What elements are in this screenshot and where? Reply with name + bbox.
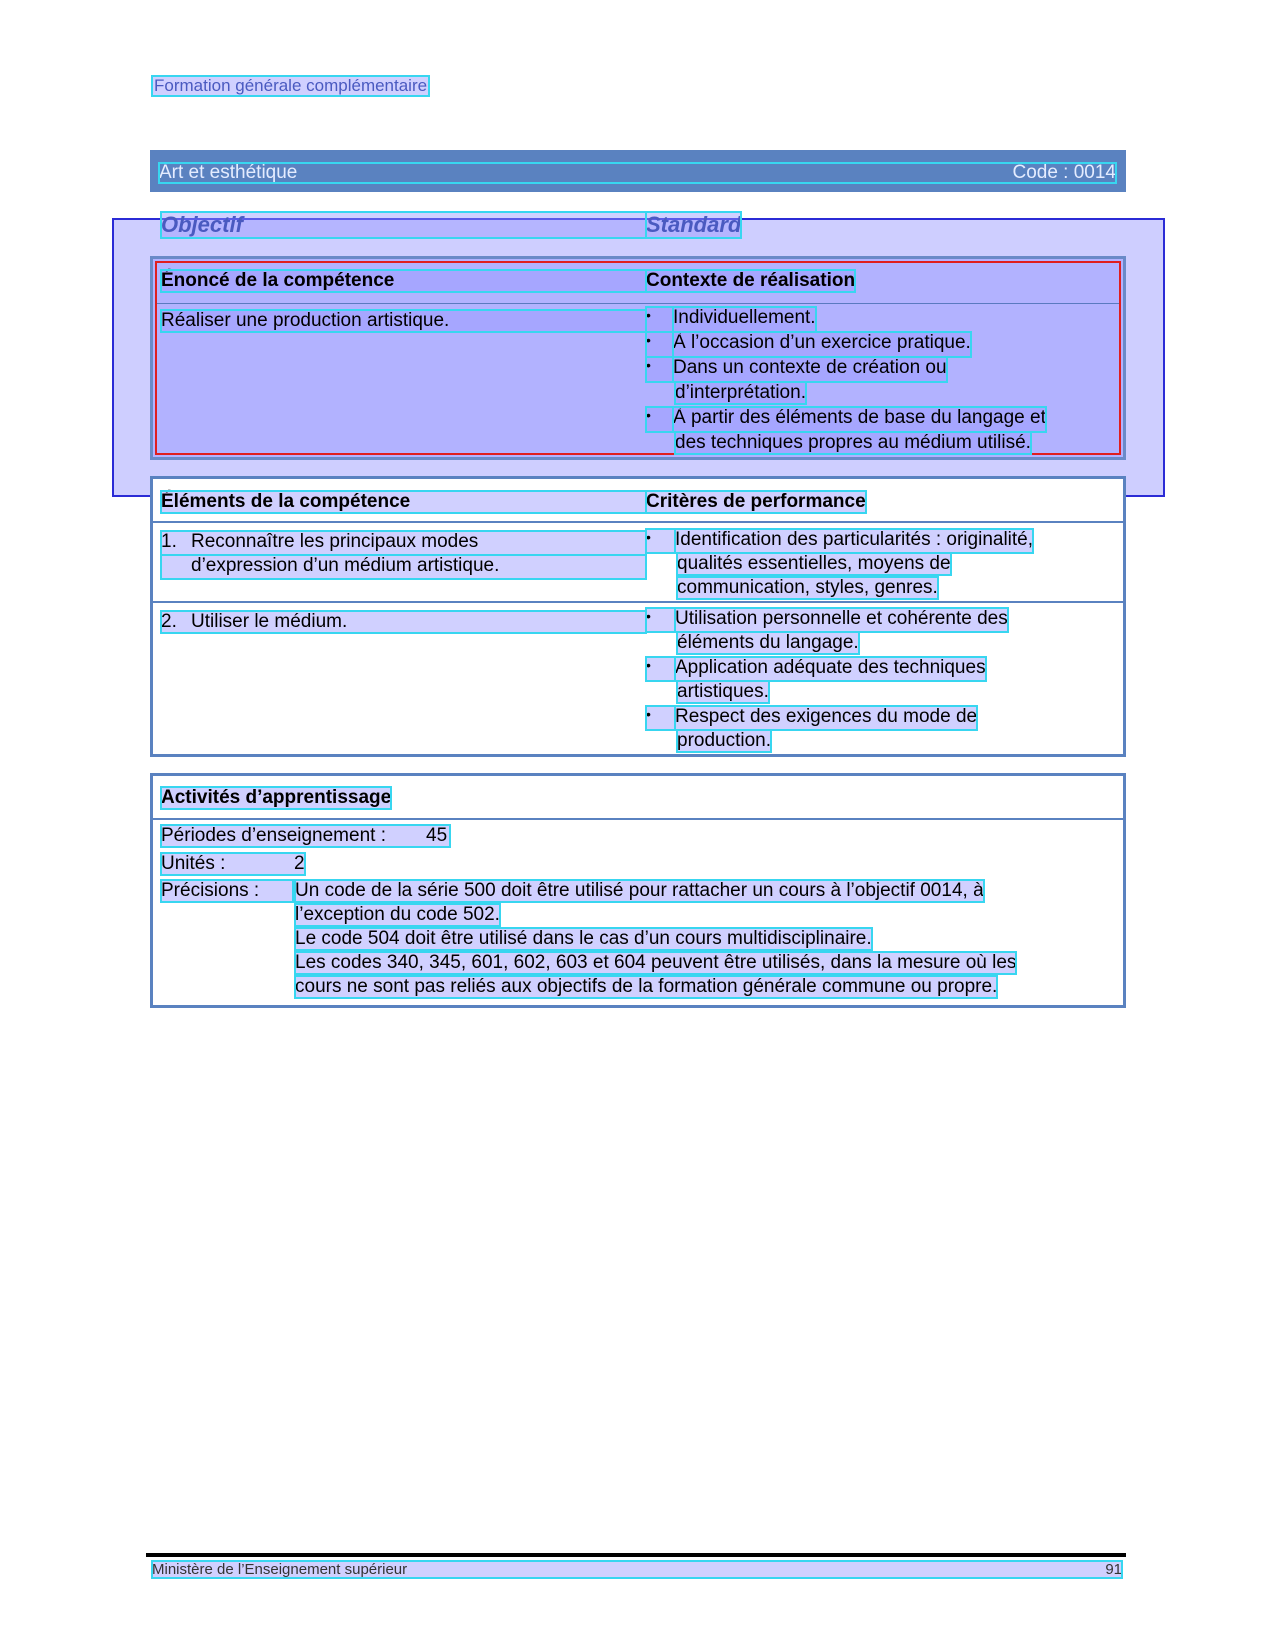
element-number: 1. [161, 531, 177, 552]
criteria-list [646, 529, 1086, 601]
context-item-text: Dans un contexte de création ou [673, 357, 947, 382]
units-label: Unités : [161, 853, 226, 874]
bullet-icon: • [646, 529, 675, 553]
title-bar [150, 150, 1126, 192]
criteria-text: artistiques. [677, 681, 769, 702]
bullet-icon: • [646, 608, 675, 632]
criteria-header: Critères de performance [646, 491, 866, 512]
element-item [161, 611, 646, 633]
standard-label: Standard [646, 212, 742, 237]
element-text: Reconnaître les principaux modes [191, 531, 479, 552]
criteria-text: Respect des exigences du mode de [675, 706, 977, 730]
context-item [646, 357, 1086, 382]
footer [152, 1561, 1122, 1578]
bullet-icon: • [646, 332, 673, 357]
context-list [646, 307, 1086, 457]
contexte-header: Contexte de réalisation [646, 270, 856, 291]
competence-statement: Réaliser une production artistique. [161, 310, 646, 332]
criteria-text: qualités essentielles, moyens de [677, 553, 951, 574]
context-item-cont [646, 382, 1086, 407]
context-item-text: À partir des éléments de base du langage et [673, 407, 1046, 432]
precisions-text: Un code de la série 500 doit être utilisé pour rattacher un cours à l’objectif 0014, à [295, 880, 984, 901]
running-header: Formation générale complémentaire [154, 76, 428, 95]
periods-label: Périodes d’enseignement : [161, 825, 386, 846]
footer-ministry: Ministère de l’Enseignement supérieur [152, 1561, 408, 1578]
context-item-cont [646, 432, 1086, 457]
periods-row [161, 825, 450, 847]
element-item [161, 531, 646, 579]
course-code: Code : 0014 [1012, 162, 1116, 183]
units-value: 2 [294, 853, 305, 874]
precisions-text: cours ne sont pas reliés aux objectifs de la formation générale commune ou propre. [295, 976, 998, 997]
bullet-icon: • [646, 657, 675, 681]
context-item-text: des techniques propres au médium utilisé. [675, 432, 1031, 453]
criteria-text: Application adéquate des techniques [675, 657, 986, 681]
bullet-icon: • [646, 307, 673, 332]
activities-header: Activités d’apprentissage [161, 787, 392, 808]
context-item [646, 332, 1086, 357]
precisions-text: Les codes 340, 345, 601, 602, 603 et 604 peuvent être utilisés, dans la mesure où les [295, 952, 1017, 973]
criteria-text: production. [677, 730, 772, 751]
page-number: 91 [1105, 1561, 1122, 1578]
periods-value: 45 [426, 825, 448, 846]
units-row [161, 853, 305, 875]
element-text: Utiliser le médium. [191, 611, 348, 632]
element-text: d’expression d’un médium artistique. [191, 555, 500, 576]
criteria-list [646, 608, 1086, 754]
bullet-icon: • [646, 407, 673, 432]
criteria-text: communication, styles, genres. [677, 577, 938, 598]
footer-rule [146, 1553, 1126, 1557]
element-number: 2. [161, 611, 177, 632]
context-item [646, 307, 1086, 332]
context-item-text: d’interprétation. [675, 382, 806, 403]
context-item-text: Individuellement. [673, 307, 816, 332]
context-item [646, 407, 1086, 432]
criteria-text: éléments du langage. [677, 632, 859, 653]
elements-header: Éléments de la compétence [161, 491, 646, 513]
precisions-label: Précisions : [161, 880, 293, 902]
enonce-header: Énoncé de la compétence [161, 270, 646, 292]
context-item-text: À l’occasion d’un exercice pratique. [673, 332, 971, 357]
precisions-text: l’exception du code 502. [295, 904, 500, 925]
objectif-label: Objectif [161, 212, 646, 238]
course-title: Art et esthétique [159, 162, 298, 183]
precisions-text: Le code 504 doit être utilisé dans le cas d’un cours multidisciplinaire. [295, 928, 872, 949]
criteria-text: Identification des particularités : originalité, [675, 529, 1033, 553]
criteria-text: Utilisation personnelle et cohérente des [675, 608, 1008, 632]
bullet-icon: • [646, 357, 673, 382]
bullet-icon: • [646, 706, 675, 730]
